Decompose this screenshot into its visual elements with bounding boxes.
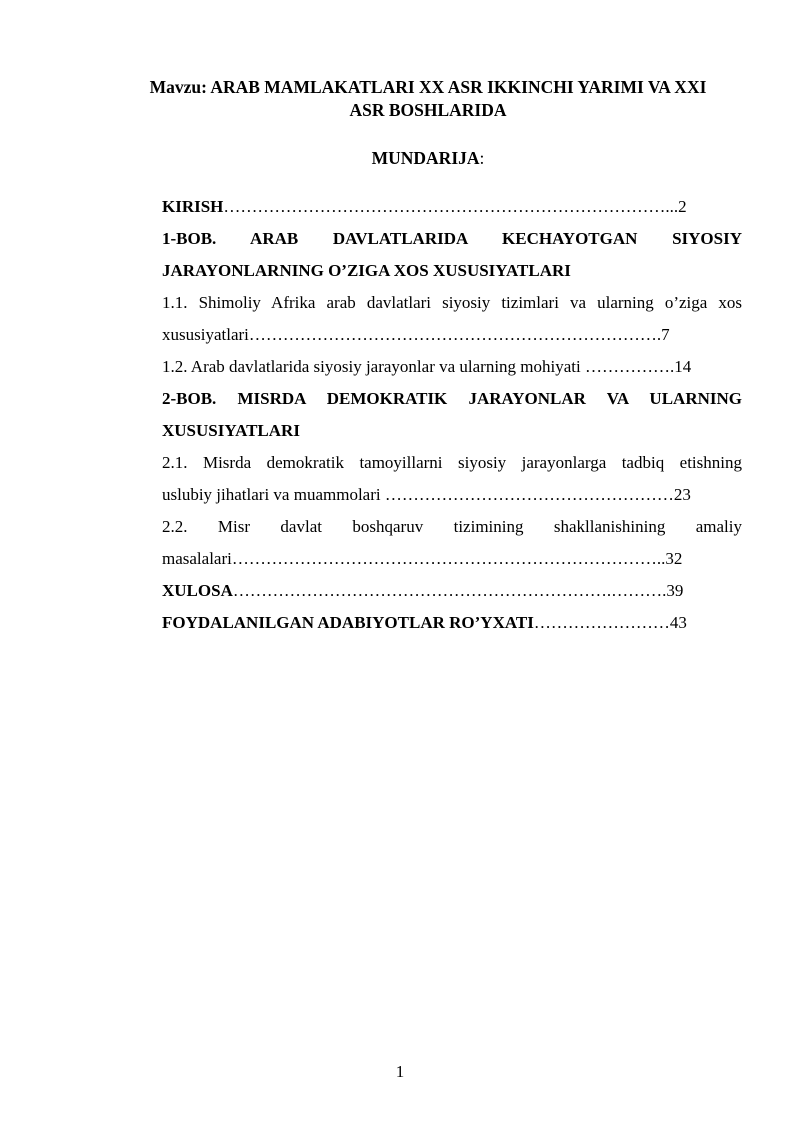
toc-page-number: 23: [673, 485, 691, 504]
toc-entry-label: masalalari: [162, 549, 232, 568]
contents-heading: [100, 147, 756, 170]
contents-heading-colon: :: [479, 148, 485, 168]
toc-leader-dots: ……………………………………………: [384, 485, 674, 504]
toc-entry-xulosa: [162, 575, 742, 607]
toc-leader-dots: ……………………………………………………………….: [248, 325, 662, 344]
toc-leader-dots: …………………………………………………………………..: [231, 549, 666, 568]
toc-entry-label: xususiyatlari: [162, 325, 249, 344]
toc-leader-dots: ………………………………………………………….……….: [232, 581, 667, 600]
toc-section-2-2-line-1: 2.2. Misr davlat boshqaruv tizimining shakllanishining amaliy: [162, 517, 742, 536]
toc-section-1-2: [162, 351, 742, 383]
toc-leader-dots: ……………………………………………………………………...: [223, 197, 679, 216]
title-line-2: ASR BOSHLARIDA: [349, 100, 507, 120]
title-line-1: Mavzu: ARAB MAMLAKATLARI XX ASR IKKINCHI YARIMI VA XXI: [149, 77, 707, 97]
toc-entry-label: KIRISH: [162, 197, 224, 216]
toc-entry-label: uslubiy jihatlari va muammolari: [162, 485, 385, 504]
toc-page-number: 39: [666, 581, 684, 600]
toc-page-number: 43: [669, 613, 687, 632]
toc-leader-dots: …………….: [585, 357, 675, 376]
document-title: [100, 76, 756, 122]
toc-entry-kirish: [162, 191, 742, 223]
toc-page-number: 7: [661, 325, 670, 344]
toc-entry-label: FOYDALANILGAN ADABIYOTLAR RO’YXATI: [162, 613, 534, 632]
toc-section-2-2-line-2: [162, 543, 742, 575]
toc-page-number: 32: [665, 549, 683, 568]
toc-entry-bibliography: [162, 607, 742, 639]
table-of-contents: [162, 191, 742, 639]
toc-page-number: 14: [674, 357, 692, 376]
toc-entry-label: 1.2. Arab davlatlarida siyosiy jarayonlar va ularning mohiyati: [162, 357, 585, 376]
toc-section-1-1-line-2: [162, 319, 742, 351]
toc-entry-label: XULOSA: [162, 581, 233, 600]
toc-chapter-1-line-1: 1-BOB. ARAB DAVLATLARIDA KECHAYOTGAN SIYOSIY: [162, 229, 742, 248]
toc-page-number: 2: [678, 197, 687, 216]
page-number: 1: [395, 1062, 405, 1081]
toc-section-1-1-line-1: 1.1. Shimoliy Afrika arab davlatlari siyosiy tizimlari va ularning o’ziga xos: [162, 293, 742, 312]
toc-leader-dots: ……………………: [533, 613, 670, 632]
toc-section-2-1-line-1: 2.1. Misrda demokratik tamoyillarni siyosiy jarayonlarga tadbiq etishning: [162, 453, 742, 472]
toc-chapter-1-line-2: JARAYONLARNING O’ZIGA XOS XUSUSIYATLARI: [162, 261, 571, 280]
toc-chapter-2-line-2: XUSUSIYATLARI: [162, 421, 300, 440]
contents-heading-text: MUNDARIJA: [371, 148, 480, 168]
toc-chapter-2-line-1: 2-BOB. MISRDA DEMOKRATIK JARAYONLAR VA ULARNING: [162, 389, 742, 408]
toc-section-2-1-line-2: [162, 479, 742, 511]
